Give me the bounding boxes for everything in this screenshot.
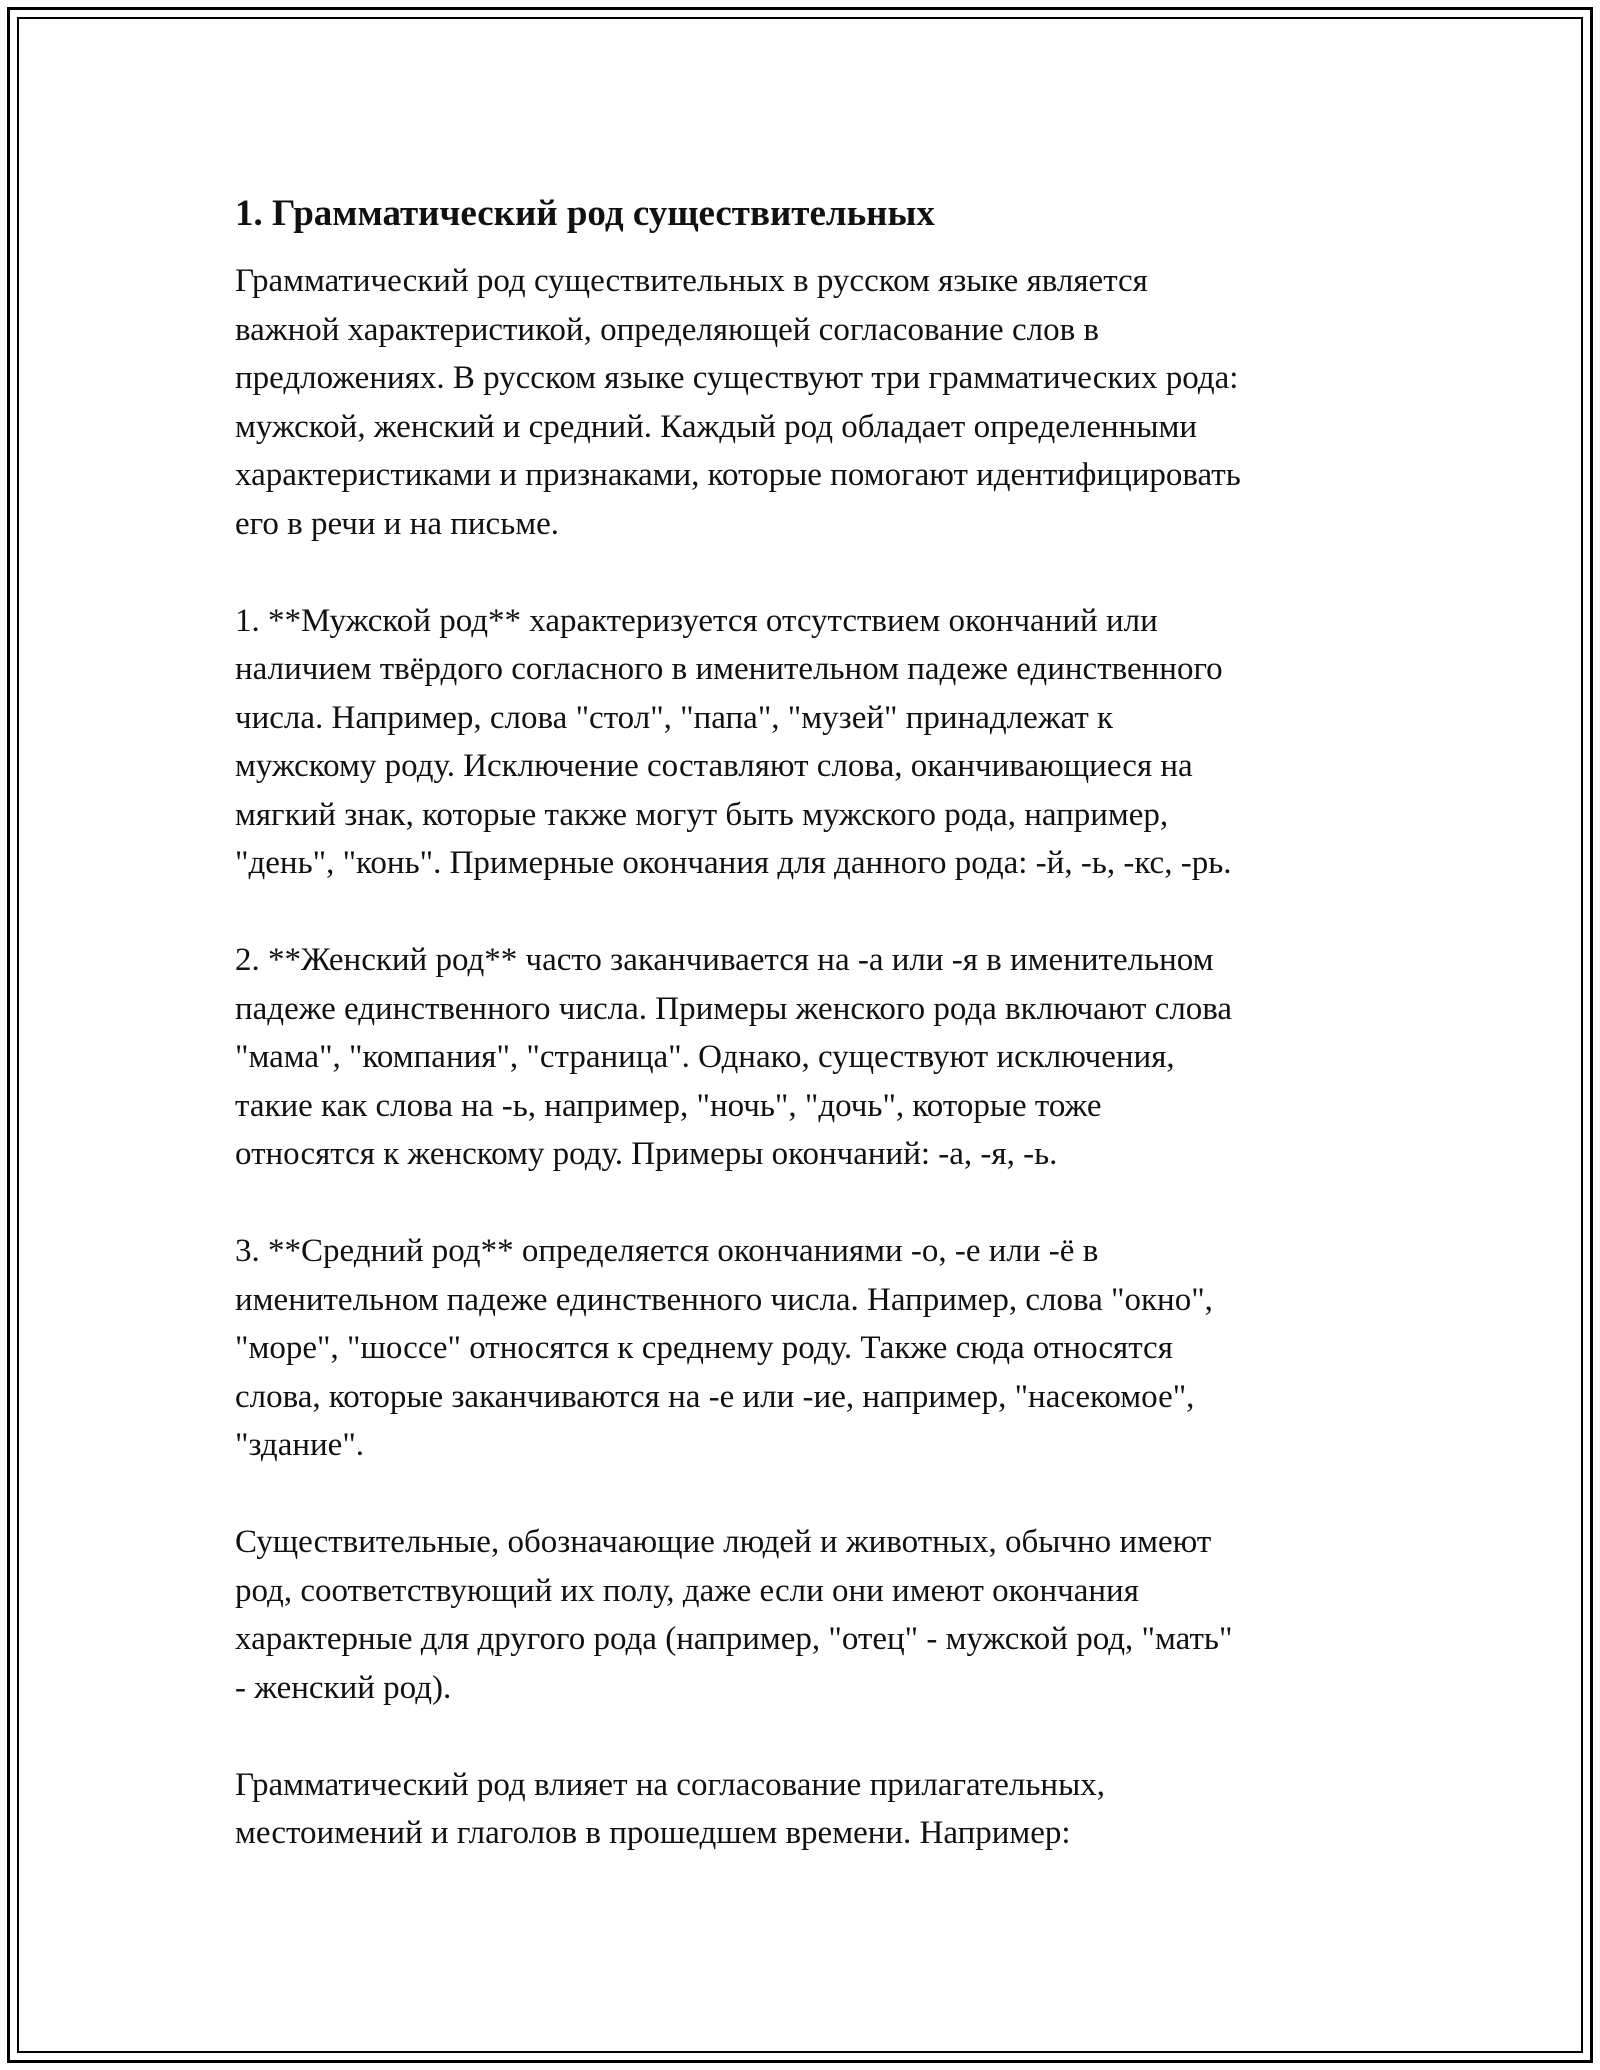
- document-body: [235, 257, 1375, 1858]
- text-line: "мама", "компания", "страница". Однако, существуют исключения,: [235, 1039, 1175, 1075]
- paragraph-neuter: [235, 1227, 1375, 1470]
- text-line: именительном падеже единственного числа. Например, слова "окно",: [235, 1281, 1213, 1318]
- text-line: "море", "шоссе" относятся к среднему роду. Также сюда относятся: [235, 1330, 1173, 1366]
- text-line: 1. **Мужской род** характеризуется отсутствием окончаний или: [235, 602, 1158, 639]
- text-line: Существительные, обозначающие людей и животных, обычно имеют: [235, 1524, 1212, 1560]
- text-line: "день", "конь". Примерные окончания для данного рода: -й, -ь, -кс, -рь.: [235, 845, 1232, 881]
- text-line: относятся к женскому роду. Примеры окончаний: -а, -я, -ь.: [235, 1136, 1058, 1172]
- text-line: важной характеристикой, определяющей согласование слов в: [235, 311, 1099, 348]
- text-line: его в речи и на письме.: [235, 505, 560, 542]
- text-line: числа. Например, слова "стол", "папа", "музей" принадлежат к: [235, 699, 1114, 736]
- text-line: мужской, женский и средний. Каждый род обладает определенными: [235, 408, 1198, 445]
- paragraph-intro: [235, 257, 1375, 548]
- paragraph-agreement: [235, 1761, 1375, 1858]
- text-line: падеже единственного числа. Примеры женского рода включают слова: [235, 990, 1233, 1027]
- text-line: Грамматический род существительных в русском языке является: [235, 263, 1148, 299]
- text-line: мягкий знак, которые также могут быть мужского рода, например,: [235, 796, 1169, 833]
- text-line: предложениях. В русском языке существуют три грамматических рода:: [235, 360, 1239, 396]
- paragraph-animate-nouns: [235, 1518, 1375, 1712]
- paragraph-feminine: [235, 936, 1375, 1179]
- text-line: местоимений и глаголов в прошедшем времени. Например:: [235, 1815, 1071, 1851]
- text-line: род, соответствующий их полу, даже если они имеют окончания: [235, 1572, 1139, 1609]
- text-line: Грамматический род влияет на согласование прилагательных,: [235, 1766, 1106, 1803]
- text-line: - женский род).: [235, 1669, 452, 1706]
- text-line: слова, которые заканчиваются на -е или -ие, например, "насекомое",: [235, 1378, 1195, 1415]
- paragraph-masculine: [235, 597, 1375, 888]
- text-line: "здание".: [235, 1427, 365, 1463]
- document-content: [235, 188, 1375, 1906]
- text-line: характерные для другого рода (например, "отец" - мужской род, "мать": [235, 1621, 1233, 1657]
- section-heading: 1. Грамматический род существительных: [235, 193, 935, 234]
- text-line: 3. **Средний род** определяется окончаниями -о, -е или -ё в: [235, 1233, 1099, 1269]
- text-line: такие как слова на -ь, например, "ночь", "дочь", которые тоже: [235, 1087, 1102, 1124]
- text-line: 2. **Женский род** часто заканчивается на -а или -я в именительном: [235, 942, 1214, 978]
- text-line: мужскому роду. Исключение составляют слова, оканчивающиеся на: [235, 748, 1193, 784]
- text-line: наличием твёрдого согласного в именительном падеже единственного: [235, 651, 1223, 687]
- text-line: характеристиками и признаками, которые помогают идентифицировать: [235, 457, 1241, 493]
